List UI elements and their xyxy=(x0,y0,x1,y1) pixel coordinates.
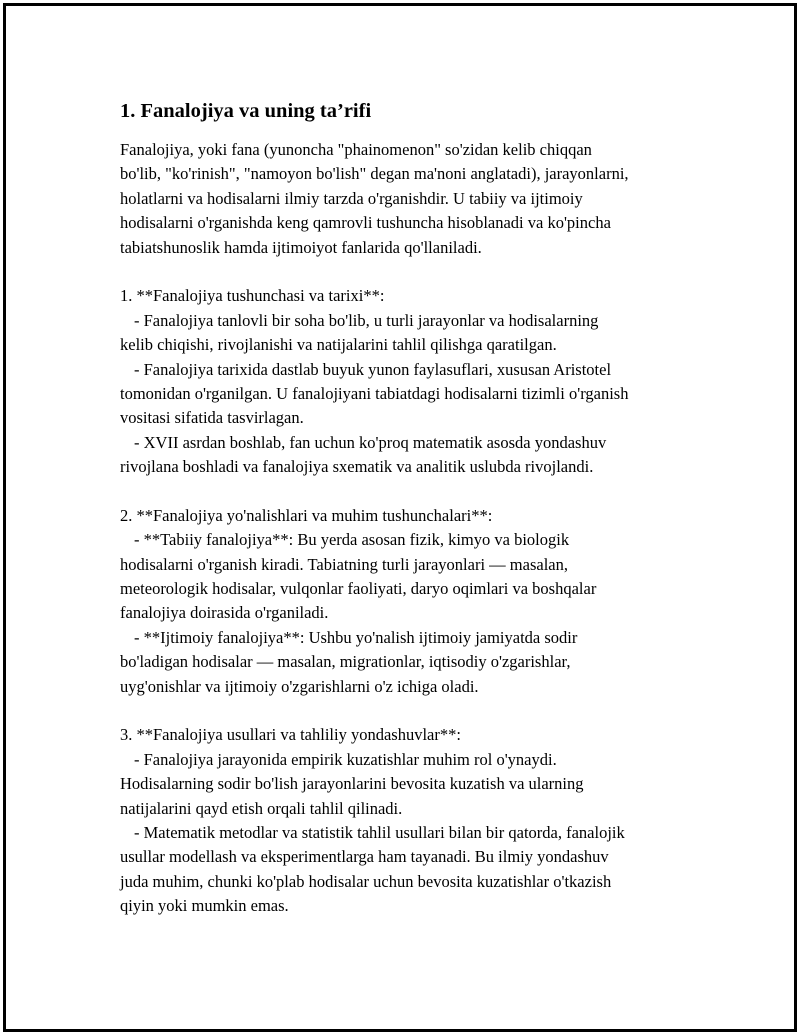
section-line: natijalarini qayd etish orqali tahlil qilinadi. xyxy=(120,798,403,818)
section-line: meteorologik hodisalar, vulqonlar faoliyati, daryo oqimlari va boshqalar xyxy=(120,579,597,599)
section-heading: 3. **Fanalojiya usullari va tahliliy yondashuvlar**: xyxy=(120,725,461,745)
intro-paragraph xyxy=(120,138,700,260)
paragraph-gap xyxy=(120,699,700,723)
section-line: vositasi sifatida tasvirlagan. xyxy=(120,408,304,428)
section-heading: 2. **Fanalojiya yo'nalishlari va muhim tushunchalari**: xyxy=(120,505,493,525)
section-line: juda muhim, chunki ko'plab hodisalar uchun bevosita kuzatishlar o'tkazish xyxy=(120,871,612,891)
document-title: 1. Fanalojiya va uning ta’rifi xyxy=(120,100,372,122)
section-line: tomonidan o'rganilgan. U fanalojiyani tabiatdagi hodisalarni tizimli o'rganish xyxy=(120,383,629,403)
section-line: fanalojiya doirasida o'rganiladi. xyxy=(120,603,329,623)
document-page xyxy=(3,3,797,1032)
section-line: - Fanalojiya tanlovli bir soha bo'lib, u turli jarayonlar va hodisalarning xyxy=(134,310,599,330)
section-line: kelib chiqishi, rivojlanishi va natijalarini tahlil qilishga qaratilgan. xyxy=(120,335,557,355)
section-line: Hodisalarning sodir bo'lish jarayonlarini bevosita kuzatish va ularning xyxy=(120,774,584,794)
section-line: - Fanalojiya tarixida dastlab buyuk yunon faylasuflari, xususan Aristotel xyxy=(134,359,612,379)
intro-line: Fanalojiya, yoki fana (yunoncha "phainomenon" so'zidan kelib chiqqan xyxy=(120,140,592,159)
section-line: - XVII asrdan boshlab, fan uchun ko'proq matematik asosda yondashuv xyxy=(134,432,607,452)
paragraph-gap xyxy=(120,479,700,503)
section-heading: 1. **Fanalojiya tushunchasi va tarixi**: xyxy=(120,286,385,306)
section-2 xyxy=(120,504,700,699)
section-line: usullar modellash va eksperimentlarga ham tayanadi. Bu ilmiy yondashuv xyxy=(120,847,609,867)
intro-line: bo'lib, "ko'rinish", "namoyon bo'lish" degan ma'noni anglatadi), jarayonlarni, xyxy=(120,164,629,184)
intro-line: hodisalarni o'rganishda keng qamrovli tushuncha hisoblanadi va ko'pincha xyxy=(120,213,611,233)
section-line: - **Ijtimoiy fanalojiya**: Ushbu yo'nalish ijtimoiy jamiyatda sodir xyxy=(134,627,578,647)
section-3 xyxy=(120,723,700,918)
section-line: - Matematik metodlar va statistik tahlil usullari bilan bir qatorda, fanalojik xyxy=(134,822,625,842)
section-line: qiyin yoki mumkin emas. xyxy=(120,896,289,916)
section-line: bo'ladigan hodisalar — masalan, migrationlar, iqtisodiy o'zgarishlar, xyxy=(120,652,571,672)
document-content xyxy=(120,98,700,919)
section-line: rivojlana boshladi va fanalojiya sxematik va analitik uslubda rivojlandi. xyxy=(120,457,594,477)
intro-line: tabiatshunoslik hamda ijtimoiyot fanlarida qo'llaniladi. xyxy=(120,237,482,257)
section-line: - Fanalojiya jarayonida empirik kuzatishlar muhim rol o'ynaydi. xyxy=(134,749,557,769)
paragraph-gap xyxy=(120,260,700,284)
intro-line: holatlarni va hodisalarni ilmiy tarzda o'rganishdir. U tabiiy va ijtimoiy xyxy=(120,188,583,208)
section-line: uyg'onishlar va ijtimoiy o'zgarishlarni o'z ichiga oladi. xyxy=(120,676,479,696)
section-line: - **Tabiiy fanalojiya**: Bu yerda asosan fizik, kimyo va biologik xyxy=(134,530,570,550)
section-1 xyxy=(120,284,700,479)
section-line: hodisalarni o'rganish kiradi. Tabiatning turli jarayonlari — masalan, xyxy=(120,554,568,574)
